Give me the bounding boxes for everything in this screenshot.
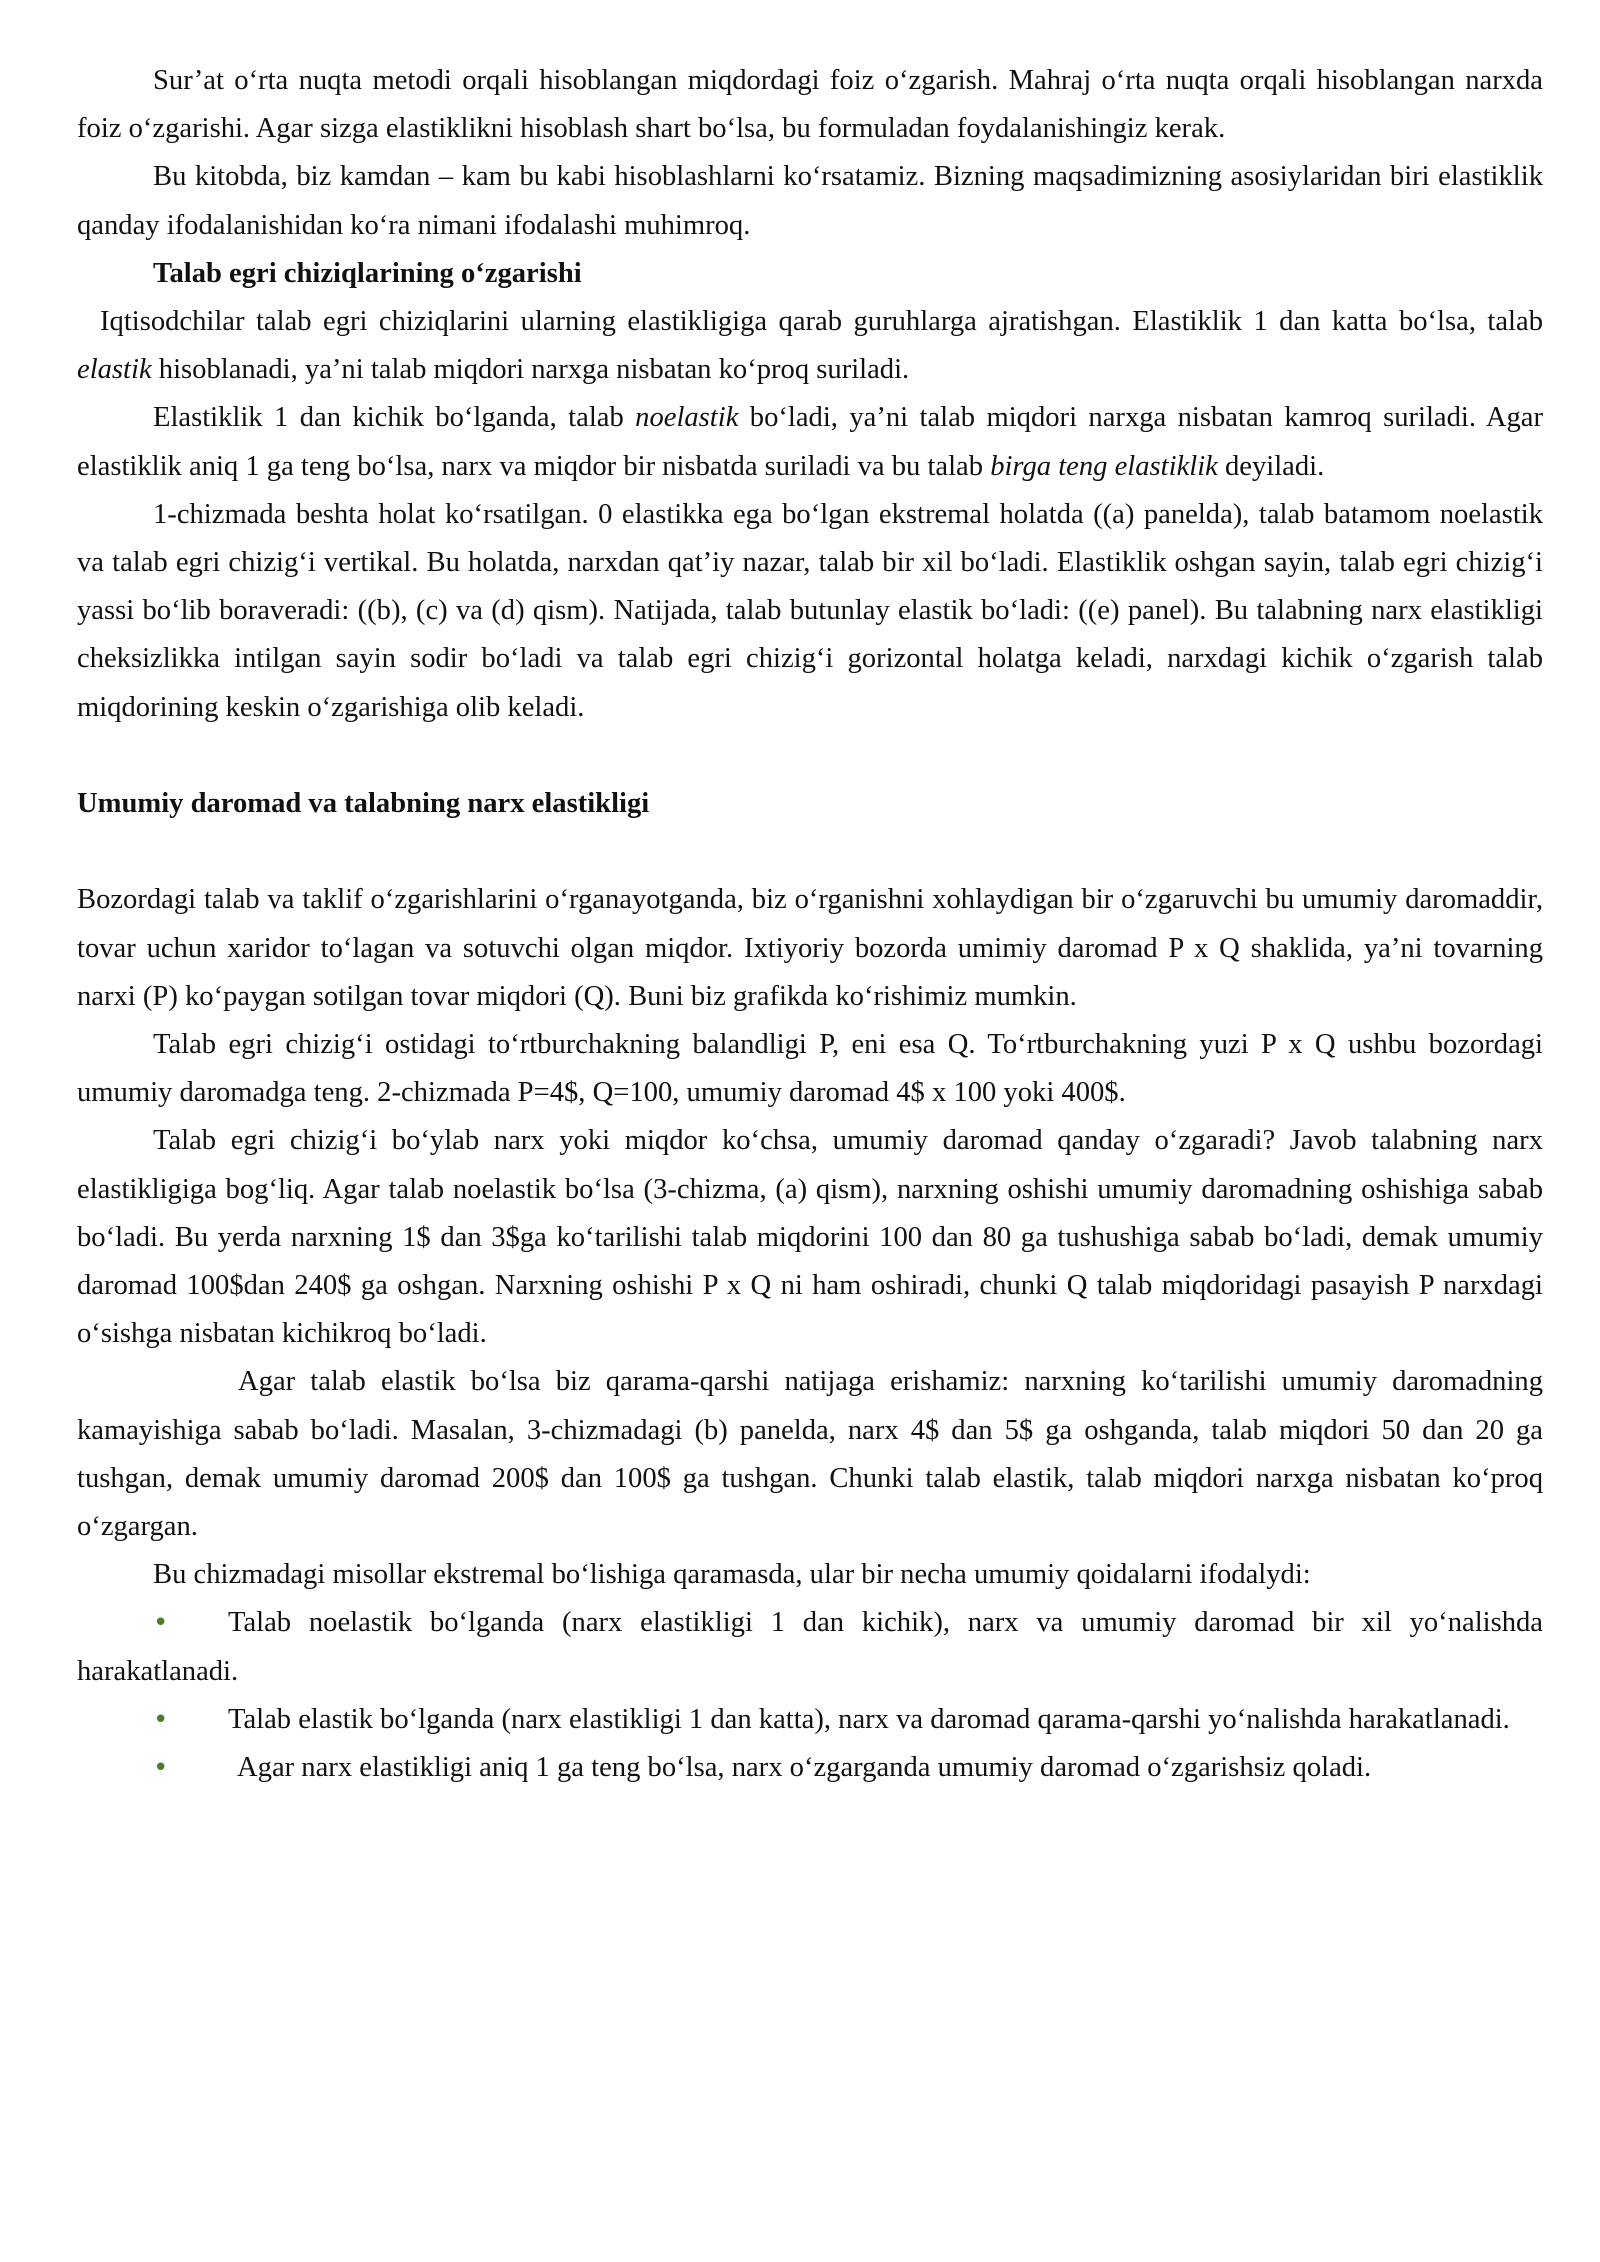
- paragraph: Sur’at o‘rta nuqta metodi orqali hisoblangan miqdordagi foiz o‘zgarish. Mahraj o‘rta nuqta orqali hisoblangan narxda foiz o‘zgarishi. Agar sizga elastiklikni hisoblash shart bo‘lsa, bu formuladan foydalanishingiz kerak.: [77, 65, 1543, 145]
- text-run: Iqtisodchilar talab egri chiziqlarini ularning elastikligiga qarab guruhlarga ajratishgan. Elastiklik 1 dan katta bo‘lsa, talab: [100, 306, 1543, 338]
- emphasis-text: noelastik: [635, 402, 739, 434]
- bullet-list-item: [77, 1599, 1543, 1695]
- bullet-icon: •: [153, 1704, 169, 1735]
- paragraph: Talab egri chizig‘i bo‘ylab narx yoki miqdor ko‘chsa, umumiy daromad qanday o‘zgaradi? Javob talabning narx elastikligiga bog‘liq. Agar talab noelastik bo‘lsa (3-chizma, (a) qism), narxning oshishi umumiy daromadning oshishiga sabab bo‘ladi. Bu yerda narxning 1$ dan 3$ga ko‘tarilishi talab miqdorini 100 dan 80 ga tushushiga sabab bo‘ladi, demak umumiy daromad 100$dan 240$ ga oshgan. Narxning oshishi P x Q ni ham oshiradi, chunki Q talab miqdoridagi pasayish P narxdagi o‘sishga nisbatan kichikroq bo‘ladi.: [77, 1125, 1543, 1350]
- paragraph: Bu kitobda, biz kamdan – kam bu kabi hisoblashlarni ko‘rsatamiz. Bizning maqsadimizning asosiylaridan biri elastiklik qanday ifodalanishidan ko‘ra nimani ifodalashi muhimroq.: [77, 161, 1543, 241]
- bullet-text: Talab elastik bo‘lganda (narx elastikligi 1 dan katta), narx va daromad qarama-qarshi yo‘nalishda harakatlanadi.: [228, 1703, 1510, 1735]
- paragraph: Bozordagi talab va taklif o‘zgarishlarini o‘rganayotganda, biz o‘rganishni xohlaydigan bir o‘zgaruvchi bu umumiy daromaddir, tovar uchun xaridor to‘lagan va sotuvchi olgan miqdor. Ixtiyoriy bozorda umimiy daromad P x Q shaklida, ya’ni tovarning narxi (P) ko‘paygan sotilgan tovar miqdori (Q). Buni biz grafikda ko‘rishimiz mumkin.: [77, 884, 1543, 1012]
- paragraph: [77, 298, 1543, 394]
- text-run: Elastiklik 1 dan kichik bo‘lganda, talab: [153, 402, 636, 434]
- paragraph: Bu chizmadagi misollar ekstremal bo‘lishiga qaramasda, ular bir necha umumiy qoidalarni ifodalydi:: [153, 1559, 1311, 1591]
- bullet-icon: •: [153, 1753, 169, 1784]
- paragraph: Agar talab elastik bo‘lsa biz qarama-qarshi natijaga erishamiz: narxning ko‘tarilishi umumiy daromadning kamayishiga sabab bo‘ladi. Masalan, 3-chizmadagi (b) panelda, narx 4$ dan 5$ ga oshganda, talab miqdori 50 dan 20 ga tushgan, demak umumiy daromad 200$ dan 100$ ga tushgan. Chunki talab elastik, talab miqdori narxga nisbatan ko‘proq o‘zgargan.: [77, 1366, 1543, 1543]
- bullet-icon: •: [153, 1608, 169, 1639]
- subheading: Talab egri chiziqlarining o‘zgarishi: [153, 257, 582, 289]
- section-heading: Umumiy daromad va talabning narx elastikligi: [77, 788, 650, 820]
- bullet-list-item: [77, 1744, 1543, 1792]
- bullet-list-item: [77, 1696, 1543, 1744]
- emphasis-text: elastik: [77, 354, 152, 386]
- bullet-text: Talab noelastik bo‘lganda (narx elastikligi 1 dan kichik), narx va umumiy daromad bir xil yo‘nalishda harakatlanadi.: [77, 1607, 1543, 1687]
- paragraph: 1-chizmada beshta holat ko‘rsatilgan. 0 elastikka ega bo‘lgan ekstremal holatda ((a) panelda), talab batamom noelastik va talab egri chizig‘i vertikal. Bu holatda, narxdan qat’iy nazar, talab bir xil bo‘ladi. Elastiklik oshgan sayin, talab egri chizig‘i yassi bo‘lib boraveradi: ((b), (c) va (d) qism). Natijada, talab butunlay elastik bo‘ladi: ((e) panel). Bu talabning narx elastikligi cheksizlikka intilgan sayin sodir bo‘ladi va talab egri chizig‘i gorizontal holatga keladi, narxdagi kichik o‘zgarish talab miqdorining keskin o‘zgarishiga olib keladi.: [77, 498, 1543, 723]
- emphasis-text: birga teng elastiklik: [990, 450, 1218, 482]
- text-run: bo‘ladi, ya’ni talab miqdori narxga nisbatan kamroq suriladi. Agar elastiklik aniq 1 ga teng bo‘lsa, narx va miqdor bir nisbatda suriladi va bu talab: [77, 402, 1543, 482]
- document-page: [77, 57, 1543, 1792]
- paragraph: Talab egri chizig‘i ostidagi to‘rtburchakning balandligi P, eni esa Q. To‘rtburchakning yuzi P x Q ushbu bozordagi umumiy daromadga teng. 2-chizmada P=4$, Q=100, umumiy daromad 4$ x 100 yoki 400$.: [77, 1029, 1543, 1109]
- text-run: deyiladi.: [1217, 450, 1325, 482]
- paragraph: [77, 394, 1543, 490]
- bullet-text: Agar narx elastikligi aniq 1 ga teng bo‘lsa, narx o‘zgarganda umumiy daromad o‘zgarishsiz qoladi.: [237, 1752, 1372, 1784]
- text-run: hisoblanadi, ya’ni talab miqdori narxga nisbatan ko‘proq suriladi.: [151, 354, 910, 386]
